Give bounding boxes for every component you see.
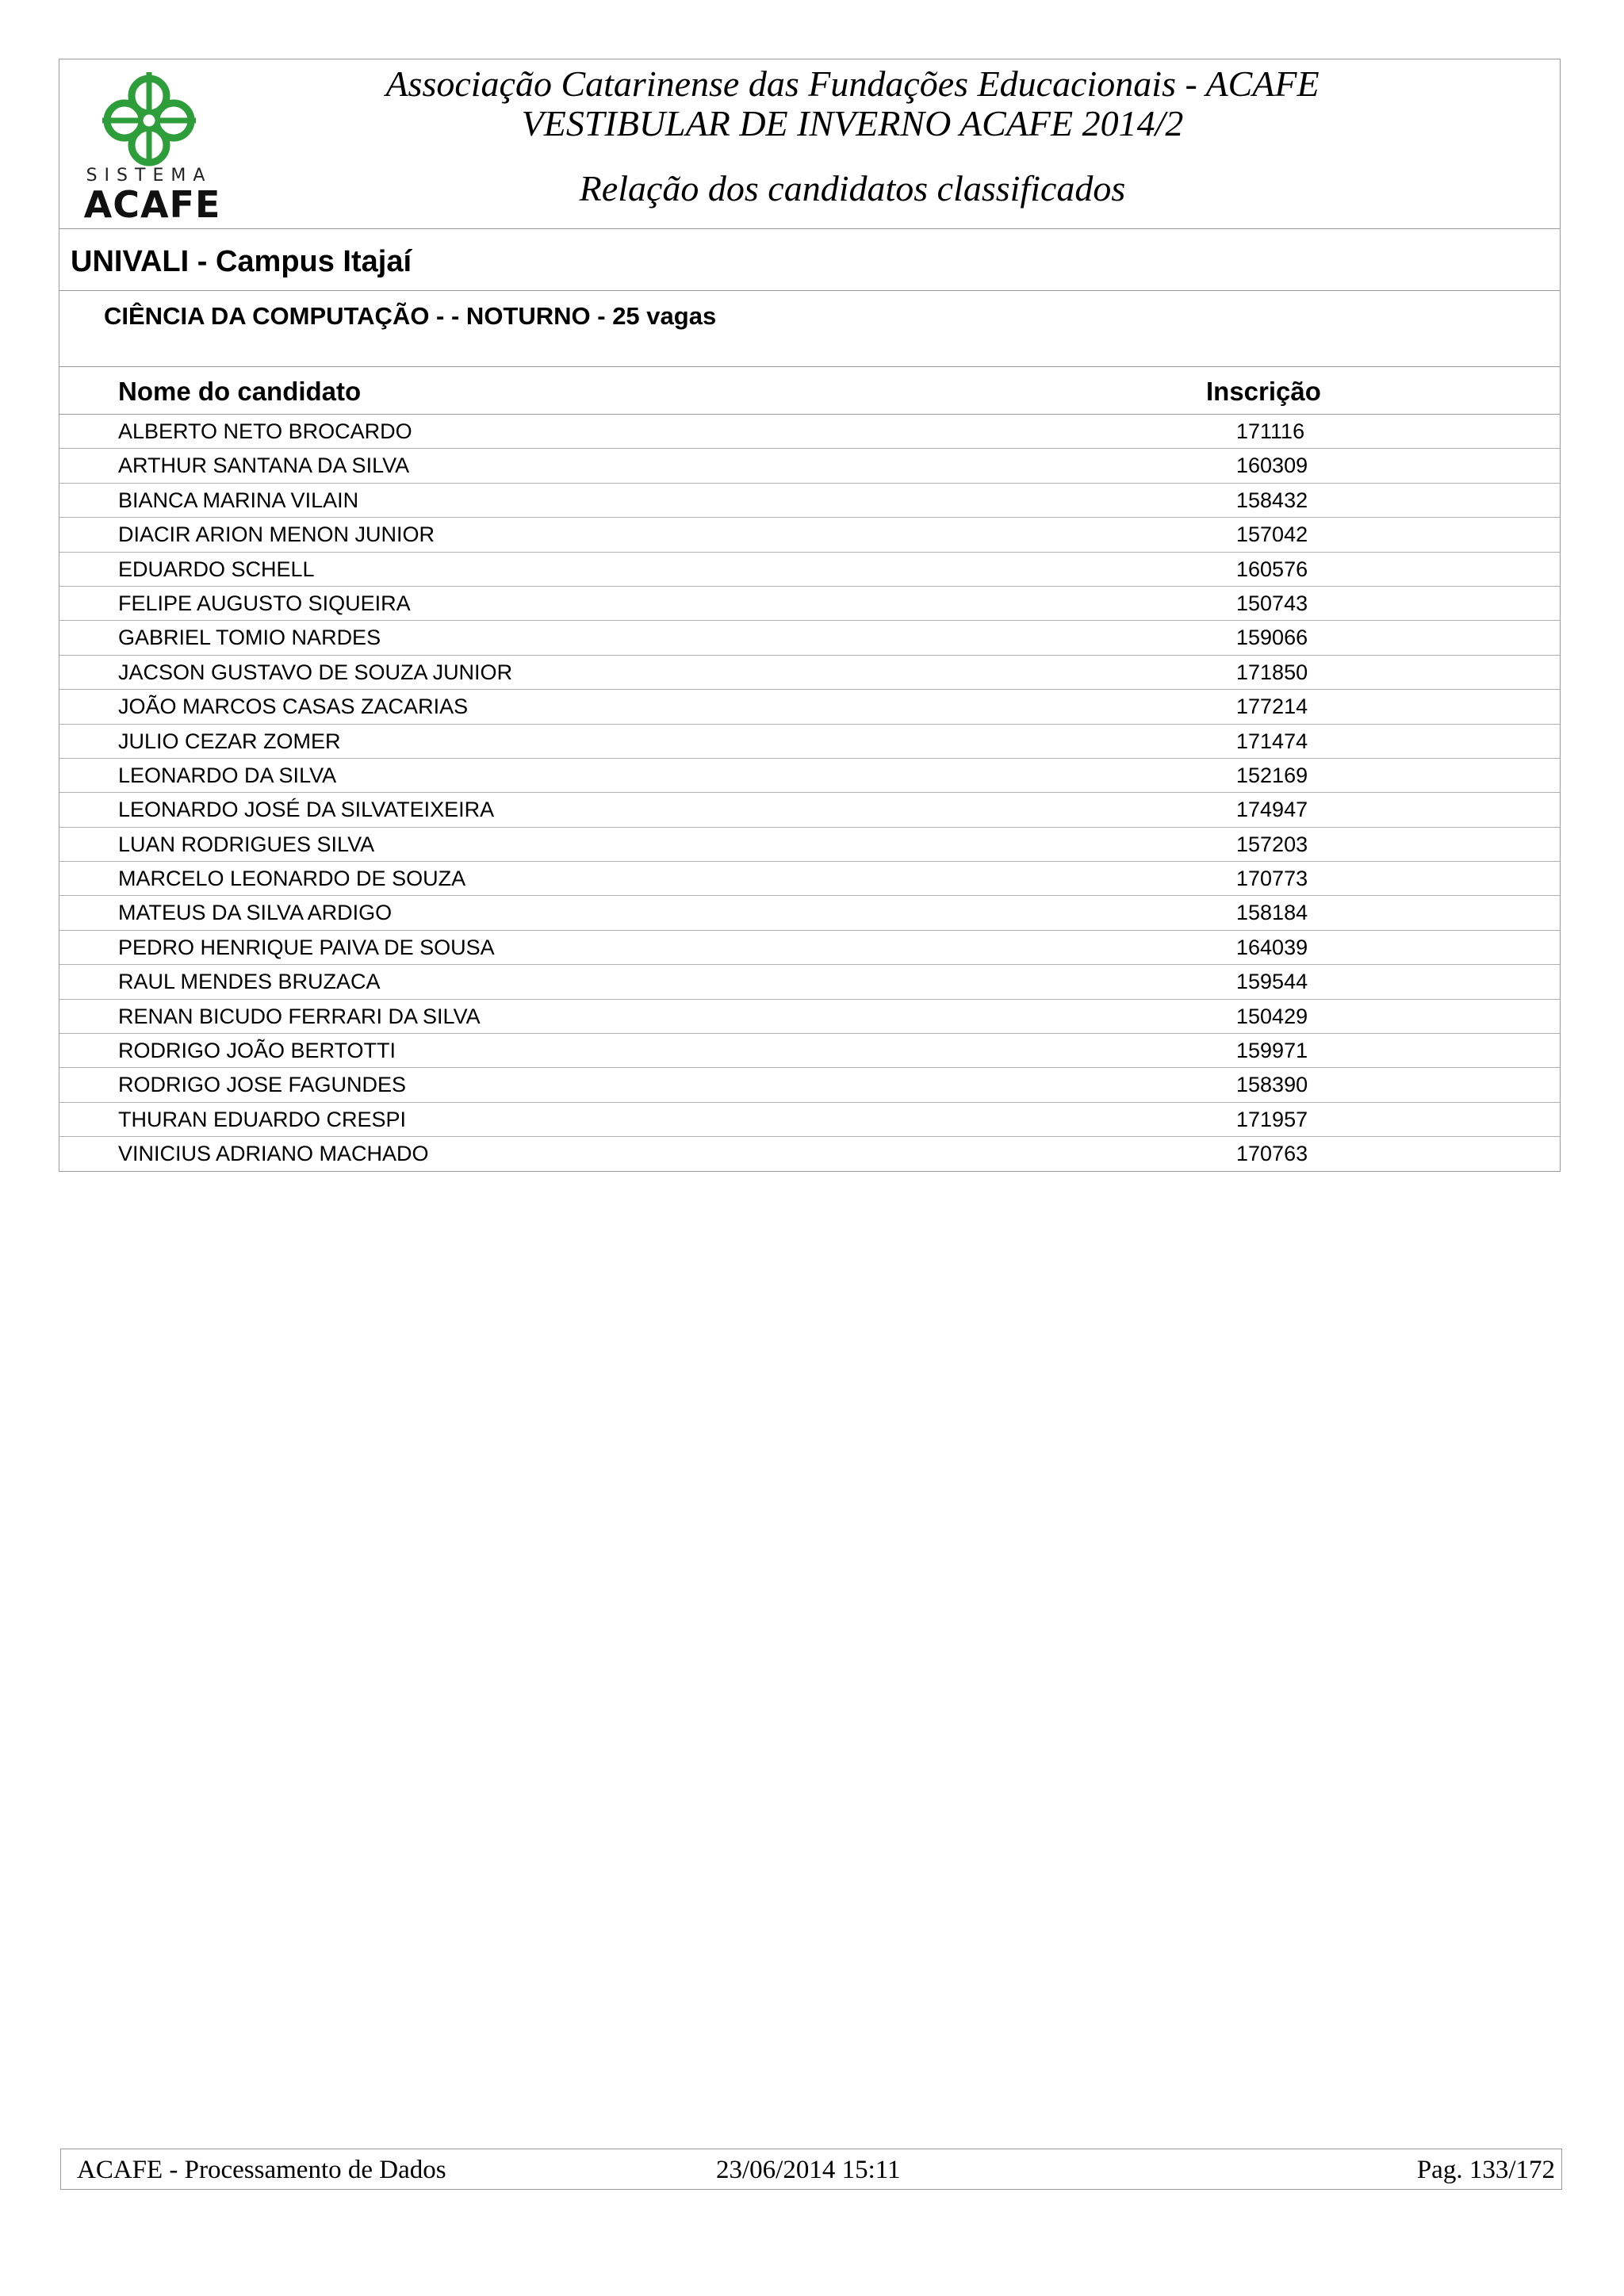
acafe-emblem-icon	[74, 69, 224, 168]
table-row	[59, 725, 1560, 759]
candidate-name: JOÃO MARCOS CASAS ZACARIAS	[118, 695, 469, 719]
candidate-inscricao: 159544	[1236, 970, 1308, 994]
table-row	[59, 484, 1560, 518]
table-row	[59, 793, 1560, 827]
candidate-name: RODRIGO JOÃO BERTOTTI	[118, 1039, 396, 1063]
footer-organization: ACAFE - Processamento de Dados	[77, 2156, 446, 2184]
table-row	[59, 690, 1560, 724]
candidate-name: LEONARDO DA SILVA	[118, 763, 337, 787]
table-row	[59, 518, 1560, 552]
table-row	[59, 587, 1560, 621]
table-row	[59, 1034, 1560, 1068]
table-row	[59, 1103, 1560, 1137]
candidate-name: MARCELO LEONARDO DE SOUZA	[118, 867, 466, 891]
candidate-inscricao: 159971	[1236, 1039, 1308, 1063]
table-row	[59, 896, 1560, 930]
logo-sistema-text: SISTEMA	[86, 166, 213, 186]
document-frame	[59, 59, 1561, 1172]
candidate-inscricao: 158432	[1236, 488, 1308, 512]
report-title: Relação dos candidatos classificados	[579, 168, 1126, 209]
table-row	[59, 965, 1560, 999]
candidate-name: RAUL MENDES BRUZACA	[118, 970, 381, 994]
exam-title: VESTIBULAR DE INVERNO ACAFE 2014/2	[521, 103, 1184, 144]
candidate-name: BIANCA MARINA VILAIN	[118, 488, 359, 512]
table-row	[59, 931, 1560, 965]
course-section	[59, 291, 1560, 367]
candidate-inscricao: 152169	[1236, 763, 1308, 787]
candidate-inscricao: 171850	[1236, 660, 1308, 684]
candidate-name: RENAN BICUDO FERRARI DA SILVA	[118, 1004, 481, 1028]
candidate-name: ARTHUR SANTANA DA SILVA	[118, 453, 410, 478]
course-name: CIÊNCIA DA COMPUTAÇÃO - - NOTURNO - 25 vagas	[104, 302, 717, 330]
column-header-name: Nome do candidato	[118, 377, 362, 406]
candidate-inscricao: 158390	[1236, 1073, 1308, 1097]
candidate-inscricao: 171957	[1236, 1107, 1308, 1131]
candidate-inscricao: 160576	[1236, 557, 1308, 581]
table-row	[59, 1137, 1560, 1171]
candidate-inscricao: 177214	[1236, 695, 1308, 719]
candidate-inscricao: 159066	[1236, 626, 1308, 650]
candidate-inscricao: 164039	[1236, 935, 1308, 959]
column-header-inscricao: Inscrição	[1206, 377, 1321, 406]
candidate-name: JACSON GUSTAVO DE SOUZA JUNIOR	[118, 660, 513, 684]
table-row	[59, 656, 1560, 690]
candidate-name: THURAN EDUARDO CRESPI	[118, 1107, 407, 1131]
footer-timestamp: 23/06/2014 15:11	[716, 2156, 901, 2184]
table-row	[59, 415, 1560, 449]
campus-section	[59, 229, 1560, 291]
candidate-name: MATEUS DA SILVA ARDIGO	[118, 901, 393, 925]
candidate-name: EDUARDO SCHELL	[118, 557, 315, 581]
candidate-inscricao: 157203	[1236, 832, 1308, 856]
candidate-name: GABRIEL TOMIO NARDES	[118, 626, 381, 650]
candidate-inscricao: 158184	[1236, 901, 1308, 925]
candidate-inscricao: 150743	[1236, 591, 1308, 615]
table-row	[59, 828, 1560, 862]
candidate-name: ALBERTO NETO BROCARDO	[118, 419, 412, 443]
candidate-inscricao: 170763	[1236, 1142, 1308, 1166]
logo-acafe-text: ACAFE	[83, 183, 221, 226]
candidate-name: LUAN RODRIGUES SILVA	[118, 832, 375, 856]
organization-title: Associação Catarinense das Fundações Educacionais - ACAFE	[385, 63, 1320, 104]
candidate-name: RODRIGO JOSE FAGUNDES	[118, 1073, 407, 1097]
candidate-table-body	[59, 415, 1560, 1172]
candidate-inscricao: 160309	[1236, 453, 1308, 478]
footer-page-number: Pag. 133/172	[1416, 2156, 1555, 2184]
table-row	[59, 449, 1560, 483]
candidate-inscricao: 171116	[1236, 419, 1305, 443]
table-row	[59, 1068, 1560, 1102]
candidate-inscricao: 170773	[1236, 867, 1308, 891]
table-row	[59, 862, 1560, 896]
candidate-inscricao: 174947	[1236, 798, 1308, 822]
table-header	[59, 367, 1560, 415]
table-row	[59, 1000, 1560, 1034]
candidate-name: JULIO CEZAR ZOMER	[118, 729, 341, 753]
candidate-name: FELIPE AUGUSTO SIQUEIRA	[118, 591, 411, 615]
candidate-name: VINICIUS ADRIANO MACHADO	[118, 1142, 429, 1166]
table-row	[59, 553, 1560, 587]
table-row	[59, 621, 1560, 655]
page-footer	[60, 2149, 1562, 2190]
candidate-inscricao: 171474	[1236, 729, 1308, 753]
candidate-inscricao: 157042	[1236, 522, 1308, 547]
page-header	[59, 59, 1560, 229]
acafe-logo	[74, 69, 221, 226]
candidate-name: DIACIR ARION MENON JUNIOR	[118, 522, 435, 547]
candidate-inscricao: 150429	[1236, 1004, 1308, 1028]
candidate-name: LEONARDO JOSÉ DA SILVATEIXEIRA	[118, 798, 495, 822]
table-row	[59, 759, 1560, 793]
campus-name: UNIVALI - Campus Itajaí	[71, 245, 412, 278]
candidate-name: PEDRO HENRIQUE PAIVA DE SOUSA	[118, 935, 495, 959]
